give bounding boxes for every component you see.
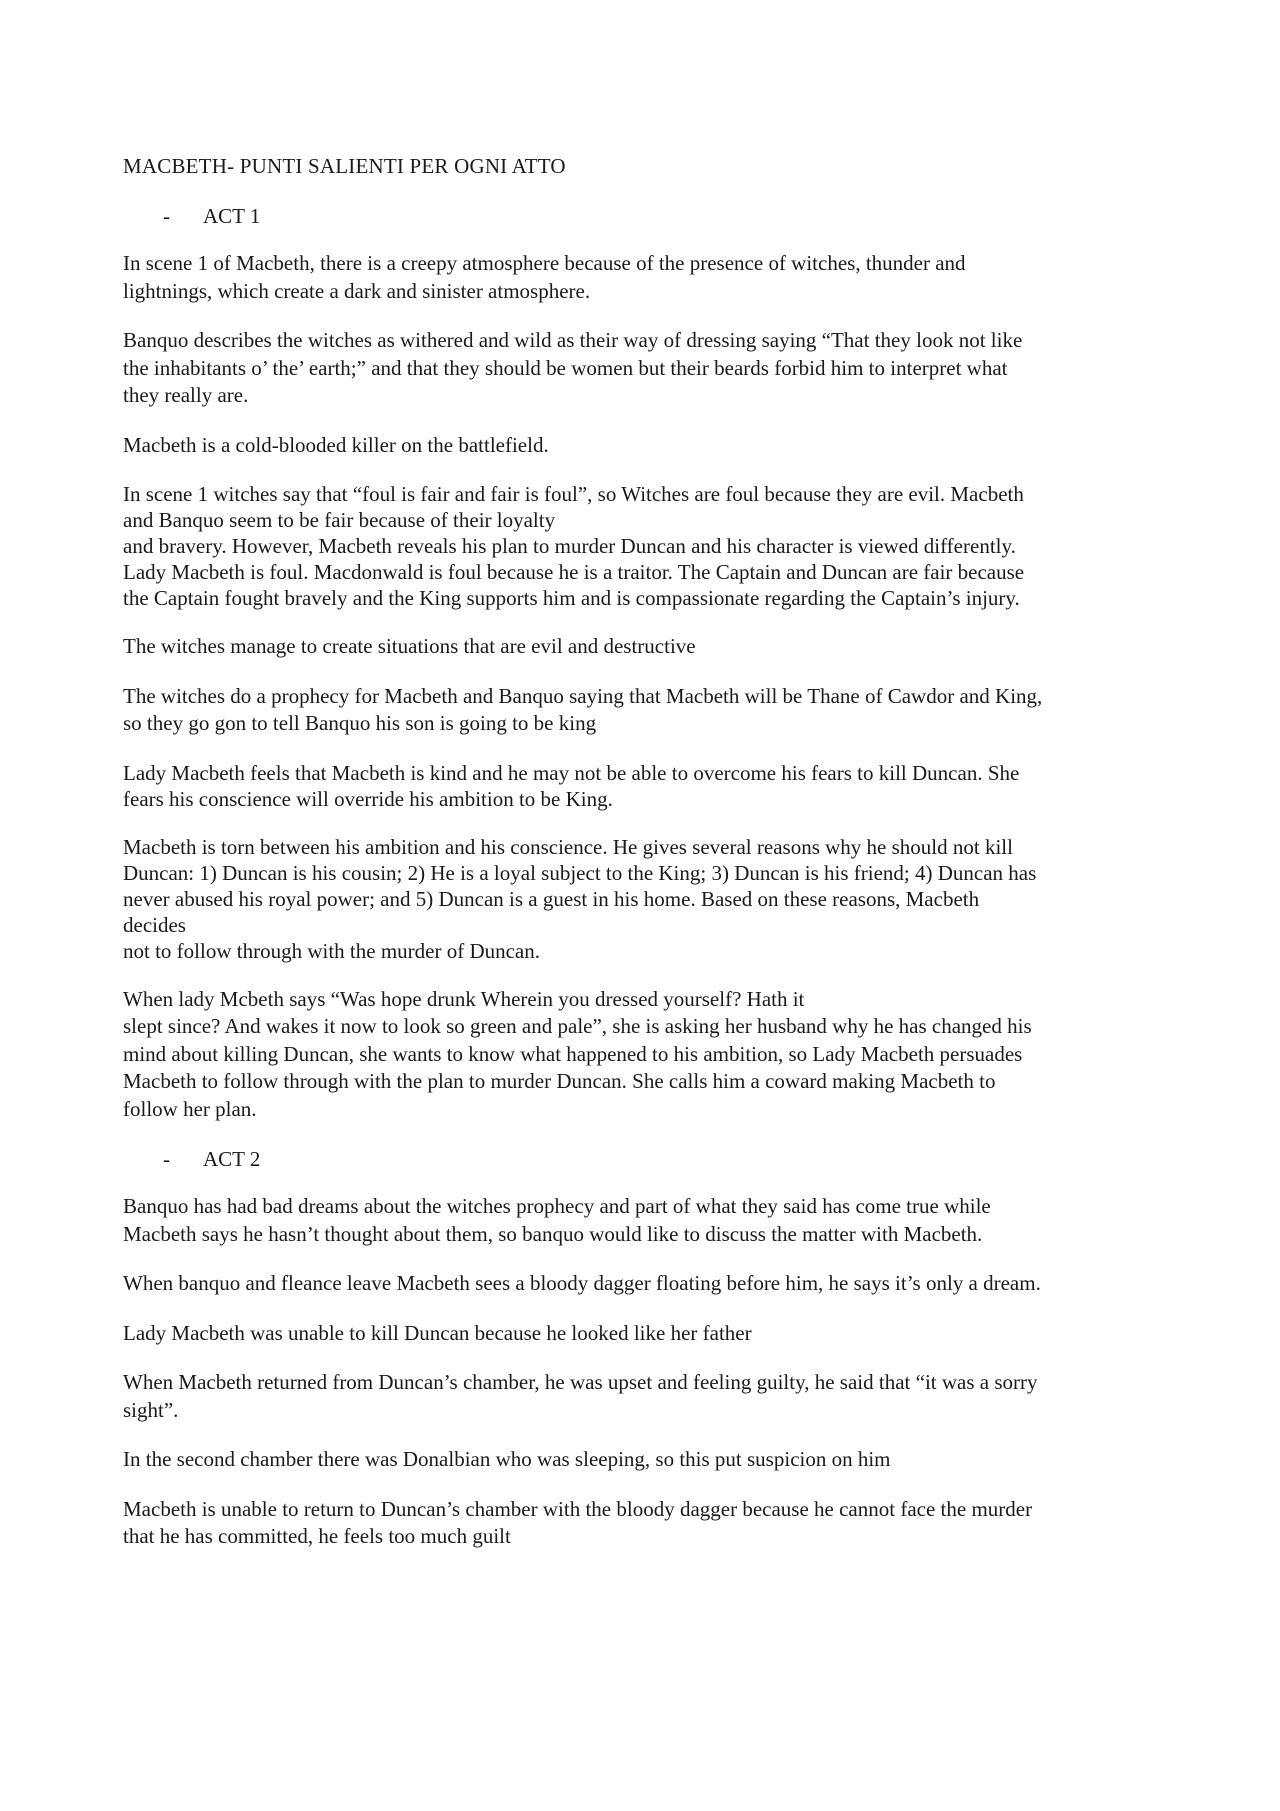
text-line: follow her plan.: [123, 1096, 257, 1121]
text-line: and bravery. However, Macbeth reveals his plan to murder Duncan and his character is viewed differently.: [123, 534, 1016, 558]
text-line: When banquo and fleance leave Macbeth sees a bloody dagger floating before him, he says it’s only a dream.: [123, 1271, 1041, 1295]
text-line: The witches do a prophecy for Macbeth and Banquo saying that Macbeth will be Thane of Cawdor and King,: [123, 683, 1043, 708]
text-line: Banquo has had bad dreams about the witches prophecy and part of what they said has come true while: [123, 1194, 991, 1218]
act-1-bullet: -: [163, 204, 170, 228]
text-line: The witches manage to create situations that are evil and destructive: [123, 634, 696, 658]
text-line: Banquo describes the witches as withered and wild as their way of dressing saying “That they look not like: [123, 328, 1023, 352]
act-1-paragraph-7: [123, 760, 1160, 812]
text-line: Macbeth to follow through with the plan to murder Duncan. She calls him a coward making Macbeth to: [123, 1069, 996, 1093]
text-line: Lady Macbeth was unable to kill Duncan because he looked like her father: [123, 1320, 752, 1345]
text-line: mind about killing Duncan, she wants to know what happened to his ambition, so Lady Macbeth persuades: [123, 1041, 1023, 1066]
act-1-paragraph-2: [123, 327, 1160, 410]
act-1-paragraph-6: [123, 683, 1160, 738]
text-line: In scene 1 of Macbeth, there is a creepy atmosphere because of the presence of witches, thunder and: [123, 251, 966, 275]
act-2-paragraph-1: [123, 1193, 1160, 1248]
text-line: Lady Macbeth is foul. Macdonwald is foul because he is a traitor. The Captain and Duncan are fair because: [123, 560, 1025, 584]
text-line: When lady Mcbeth says “Was hope drunk Wherein you dressed yourself? Hath it: [123, 986, 805, 1011]
text-line: Duncan: 1) Duncan is his cousin; 2) He is a loyal subject to the King; 3) Duncan is his friend; 4) Duncan has: [123, 860, 1037, 885]
act-1-paragraph-5: [123, 633, 1160, 661]
act-2-title: ACT 2: [203, 1147, 261, 1171]
act-1-paragraph-3: [123, 432, 1160, 460]
act-1-paragraph-8: [123, 834, 1160, 964]
text-line: decides: [123, 912, 186, 937]
text-line: fears his conscience will override his ambition to be King.: [123, 786, 613, 811]
text-line: Macbeth is torn between his ambition and his conscience. He gives several reasons why he should not kill: [123, 834, 1013, 859]
text-line: Macbeth is unable to return to Duncan’s chamber with the bloody dagger because he cannot face the murder: [123, 1496, 1033, 1521]
text-line: Macbeth is a cold-blooded killer on the battlefield.: [123, 432, 549, 457]
text-line: they really are.: [123, 383, 249, 407]
act-2-paragraph-4: [123, 1369, 1160, 1424]
text-line: sight”.: [123, 1397, 179, 1422]
text-line: When Macbeth returned from Duncan’s chamber, he was upset and feeling guilty, he said that “it was a sorry: [123, 1370, 1038, 1394]
act-2-paragraph-2: [123, 1270, 1160, 1298]
text-line: lightnings, which create a dark and sinister atmosphere.: [123, 278, 591, 303]
document-title: MACBETH- PUNTI SALIENTI PER OGNI ATTO: [123, 154, 566, 178]
text-line: In scene 1 witches say that “foul is fair and fair is foul”, so Witches are foul because they are evil. Macbeth: [123, 482, 1024, 506]
act-2-paragraph-5: [123, 1446, 1160, 1474]
act-1-paragraph-1: [123, 250, 1160, 305]
text-line: slept since? And wakes it now to look so green and pale”, she is asking her husband why he has changed his: [123, 1014, 1032, 1038]
text-line: the inhabitants o’ the’ earth;” and that they should be women but their beards forbid him to interpret what: [123, 355, 1008, 380]
text-line: and Banquo seem to be fair because of their loyalty: [123, 508, 556, 532]
act-1-paragraph-4: [123, 481, 1160, 611]
text-line: In the second chamber there was Donalbian who was sleeping, so this put suspicion on him: [123, 1447, 891, 1471]
act-2-paragraph-3: [123, 1320, 1160, 1348]
act-2-bullet: -: [163, 1147, 170, 1171]
text-line: never abused his royal power; and 5) Duncan is a guest in his home. Based on these reasons, Macbeth: [123, 886, 980, 911]
act-1-heading: [123, 202, 1160, 230]
act-2-heading: [123, 1145, 1160, 1173]
text-line: Macbeth says he hasn’t thought about them, so banquo would like to discuss the matter with Macbeth.: [123, 1221, 983, 1246]
text-line: so they go gon to tell Banquo his son is going to be king: [123, 711, 597, 735]
text-line: not to follow through with the murder of Duncan.: [123, 938, 541, 963]
text-line: the Captain fought bravely and the King supports him and is compassionate regarding the Captain’s injury.: [123, 586, 1020, 610]
act-1-title: ACT 1: [203, 204, 261, 228]
text-line: that he has committed, he feels too much guilt: [123, 1524, 511, 1548]
text-line: Lady Macbeth feels that Macbeth is kind and he may not be able to overcome his fears to kill Duncan. She: [123, 760, 1020, 785]
act-2-paragraph-6: [123, 1496, 1160, 1551]
act-1-paragraph-9: [123, 986, 1160, 1124]
